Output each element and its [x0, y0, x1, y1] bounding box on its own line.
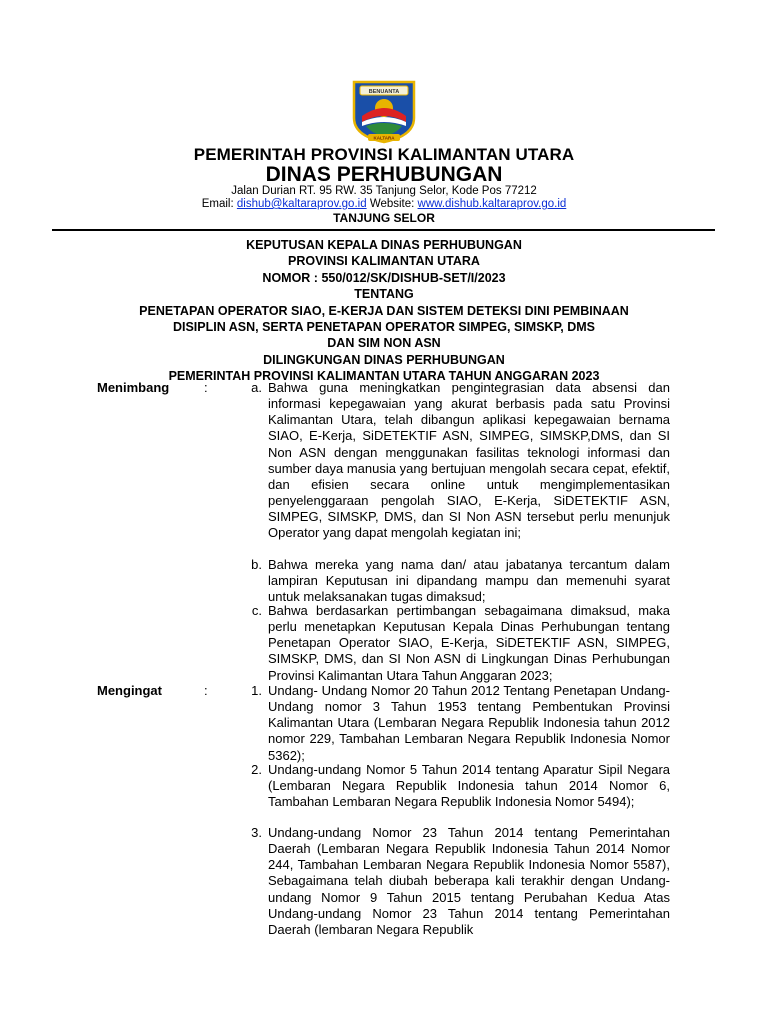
menimbang-item-a: Bahwa guna meningkatkan pengintegrasian data absensi dan informasi kepegawaian yang akurat berbasis pada satu Provinsi Kalimantan Utara, telah dibangun aplikasi kepegawaian bernama SIAO, E-Kerja, SiDETEKTIF ASN, SIMPEG, SIMSKP,DMS, dan SI Non ASN dengan menggunakan fasilitas teknologi informasi dan sumber daya manusia yang bertujuan mengolah secara cepat, efektif, dan efisien secara online untuk mengimplementasikan penyelenggaraan pengolah SIAO, E-Kerja, SiDETEKTIF ASN, SIMPEG, SIMSKP, DMS, dan SI Non ASN tersebut perlu menunjuk Operator yang dapat mengolah kegiatan ini; — [268, 380, 670, 541]
office-address: Jalan Durian RT. 95 RW. 35 Tanjung Selor, Kode Pos 77212 — [231, 185, 537, 197]
department-name: DINAS PERHUBUNGAN — [265, 163, 503, 186]
list-marker: 2. — [251, 762, 262, 777]
website-label: Website: — [369, 198, 415, 210]
title-line: TENTANG — [354, 287, 414, 302]
title-line: PEMERINTAH PROVINSI KALIMANTAN UTARA TAHUN ANGGARAN 2023 — [168, 369, 600, 384]
title-line: DILINGKUNGAN DINAS PERHUBUNGAN — [263, 352, 505, 367]
list-marker: 1. — [251, 683, 262, 698]
list-marker: b. — [251, 557, 262, 572]
title-line: PROVINSI KALIMANTAN UTARA — [288, 254, 480, 269]
contact-line — [0, 198, 768, 210]
city-name: TANJUNG SELOR — [333, 211, 435, 225]
mengingat-item-3: Undang-undang Nomor 23 Tahun 2014 tentang Pemerintahan Daerah (Lembaran Negara Republik Indonesia Tahun 2014 Nomor 244, Tambahan Lembaran Negara Republik Indonesia Nomor 5587), Sebagaimana telah diubah beberapa kali terakhir dengan Undang-undang Nomor 9 Tahun 2015 tentang Perubahan Kedua Atas Undang-undang Nomor 23 Tahun 2014 tentang Pemerintahan Daerah (lembaran Negara Republik — [268, 825, 670, 937]
title-line: DISIPLIN ASN, SERTA PENETAPAN OPERATOR SIMPEG, SIMSKP, DMS — [172, 320, 596, 335]
title-line: KEPUTUSAN KEPALA DINAS PERHUBUNGAN — [246, 238, 522, 252]
decree-title — [0, 237, 768, 385]
menimbang-colon: : — [204, 380, 208, 395]
list-marker: 3. — [251, 825, 262, 840]
title-line: DAN SIM NON ASN — [327, 336, 441, 351]
mengingat-label: Mengingat — [97, 683, 162, 698]
menimbang-item-b: Bahwa mereka yang nama dan/ atau jabatanya tercantum dalam lampiran Keputusan ini dipandang mampu dan memenuhi syarat untuk melaksanakan tugas dimaksud; — [268, 557, 670, 605]
menimbang-label: Menimbang — [97, 380, 170, 395]
email-label: Email: — [201, 198, 234, 210]
menimbang-item-c: Bahwa berdasarkan pertimbangan sebagaimana dimaksud, maka perlu menetapkan Keputusan Kepala Dinas Perhubungan tentang Penetapan Operator SIAO, E-Kerja, SiDETEKTIF ASN, SIMPEG, SIMSKP, DMS, dan SI Non ASN di Lingkungan Dinas Perhubungan Provinsi Kalimantan Utara Tahun Anggaran 2023; — [268, 603, 670, 683]
letterhead-divider — [52, 229, 715, 231]
list-marker: c. — [251, 603, 262, 618]
provincial-emblem-logo — [346, 78, 422, 144]
email-link[interactable]: dishub@kaltaraprov.go.id — [236, 198, 367, 210]
title-line: NOMOR : 550/012/SK/DISHUB-SET/I/2023 — [262, 270, 506, 285]
mengingat-item-2: Undang-undang Nomor 5 Tahun 2014 tentang Aparatur Sipil Negara (Lembaran Negara Republik Indonesia tahun 2014 Nomor 6, Tambahan Lembaran Negara Republik Indonesia Nomor 5494); — [268, 762, 670, 810]
government-name: PEMERINTAH PROVINSI KALIMANTAN UTARA — [193, 145, 575, 164]
svg-text:KALTARA: KALTARA — [373, 135, 395, 141]
svg-text:BENUANTA: BENUANTA — [368, 89, 400, 95]
mengingat-colon: : — [204, 683, 208, 698]
list-marker: a. — [251, 380, 262, 395]
title-line: PENETAPAN OPERATOR SIAO, E-KERJA DAN SISTEM DETEKSI DINI PEMBINAAN — [139, 303, 629, 318]
website-link[interactable]: www.dishub.kaltaraprov.go.id — [417, 198, 567, 210]
mengingat-item-1: Undang- Undang Nomor 20 Tahun 2012 Tentang Penetapan Undang-Undang nomor 3 Tahun 1953 tentang Pembentukan Provinsi Kalimantan Utara (Lembaran Negara Republik Indonesia tahun 2012 nomor 229, Tambahan Lembaran Negara Republik Indonesia Nomor 5362); — [268, 683, 670, 763]
